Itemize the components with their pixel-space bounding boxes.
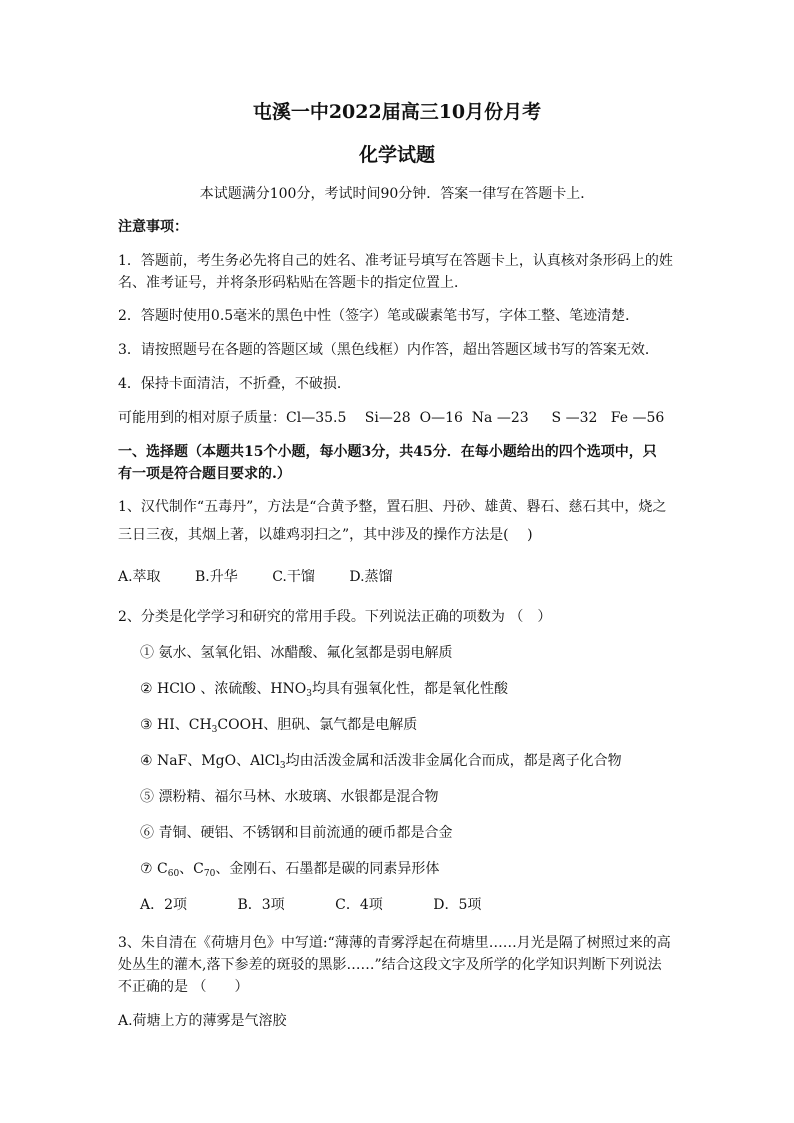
- q3-stem-line3: 不正确的是 （ ）: [118, 979, 249, 995]
- atomic-masses: 可能用到的相对原子质量：Cl—35.5 Si—28 O—16 Na —23 S —32 Fe —56: [118, 410, 665, 426]
- q2-option-d[interactable]: D．5项: [433, 897, 482, 913]
- section1-heading-cont: 有一项是符合题目要求的.）: [118, 466, 291, 482]
- q1-stem-line2: 三日三夜，其烟上著，以雄鸡羽扫之”，其中涉及的操作方法是( ): [118, 527, 533, 543]
- q2-option-c[interactable]: C．4项: [335, 897, 383, 913]
- q1-option-a[interactable]: A.萃取: [118, 569, 161, 585]
- q2-statement-6: ⑥ 青铜、硬铝、不锈钢和目前流通的硬币都是合金: [140, 825, 453, 841]
- q1-stem-line1: 1、汉代制作“五毒丹”，方法是“合黄予整，置石胆、丹砂、雄黄、礜石、慈石其中，烧之: [118, 499, 667, 515]
- q1-option-d[interactable]: D.蒸馏: [349, 569, 393, 585]
- q2-option-b[interactable]: B．3项: [237, 897, 285, 913]
- q2-statement-3: ③ HI、$CH_3COOH$、胆矾、氯气都是电解质: [140, 717, 418, 735]
- q2-options: [140, 895, 682, 915]
- q2-option-a[interactable]: A．2项: [140, 897, 188, 913]
- q2-statement-2: ② HClO 、浓硫酸、$HNO_3$均具有强氧化性，都是氧化性酸: [140, 681, 508, 699]
- q3-option-a[interactable]: A.荷塘上方的薄雾是气溶胶: [118, 1013, 287, 1029]
- notice-item-1-cont: 名、准考证号，并将条形码粘贴在答题卡的指定位置上．: [118, 275, 468, 291]
- notice-item-3: 3．请按照题号在各题的答题区域（黑色线框）内作答，超出答题区域书写的答案无效．: [118, 342, 659, 358]
- q1-options: [118, 567, 682, 587]
- q1-option-c[interactable]: C.干馏: [272, 569, 315, 585]
- q1-option-b[interactable]: B.升华: [195, 569, 238, 585]
- notice-item-4: 4．保持卡面清洁，不折叠，不破损．: [118, 376, 351, 392]
- exam-subtitle: 化学试题: [358, 144, 435, 166]
- q2-statement-4: ④ NaF、MgO、AlCl$_3$均由活泼金属和活泼非金属化合而成，都是离子化合物: [140, 753, 622, 771]
- q3-stem-line2: 处丛生的灌木,落下参差的斑驳的黑影……”结合这段文字及所学的化学知识判断下列说法: [118, 957, 662, 973]
- notice-heading: 注意事项：: [118, 219, 188, 235]
- q2-statement-7: ⑦ $C_{60}$、$C_{70}$、金刚石、石墨都是碳的同素异形体: [140, 861, 440, 879]
- notice-item-1: 1．答题前，考生务必先将自己的姓名、准考证号填写在答题卡上，认真核对条形码上的姓: [118, 253, 673, 269]
- notice-item-2: 2．答题时使用0.5毫米的黑色中性（签字）笔或碳素笔书写，字体工整、笔迹清楚．: [118, 308, 640, 324]
- exam-title: 屯溪一中2022届高三10月份月考: [252, 101, 542, 123]
- q2-statement-5: ⑤ 漂粉精、福尔马林、水玻璃、水银都是混合物: [140, 789, 439, 805]
- section1-heading: 一、选择题（本题共15个小题，每小题3分，共45分．在每小题给出的四个选项中，只: [118, 444, 657, 460]
- q2-statement-1: ① 氨水、氢氧化铝、冰醋酸、氟化氢都是弱电解质: [140, 645, 453, 661]
- exam-intro: 本试题满分100分，考试时间90分钟．答案一律写在答题卡上．: [199, 186, 595, 202]
- q3-stem-line1: 3、朱自清在《荷塘月色》中写道:“薄薄的青雾浮起在荷塘里……月光是隔了树照过来的高: [118, 935, 671, 951]
- q2-stem: 2、分类是化学学习和研究的常用手段。下列说法正确的项数为 （ ）: [118, 609, 552, 625]
